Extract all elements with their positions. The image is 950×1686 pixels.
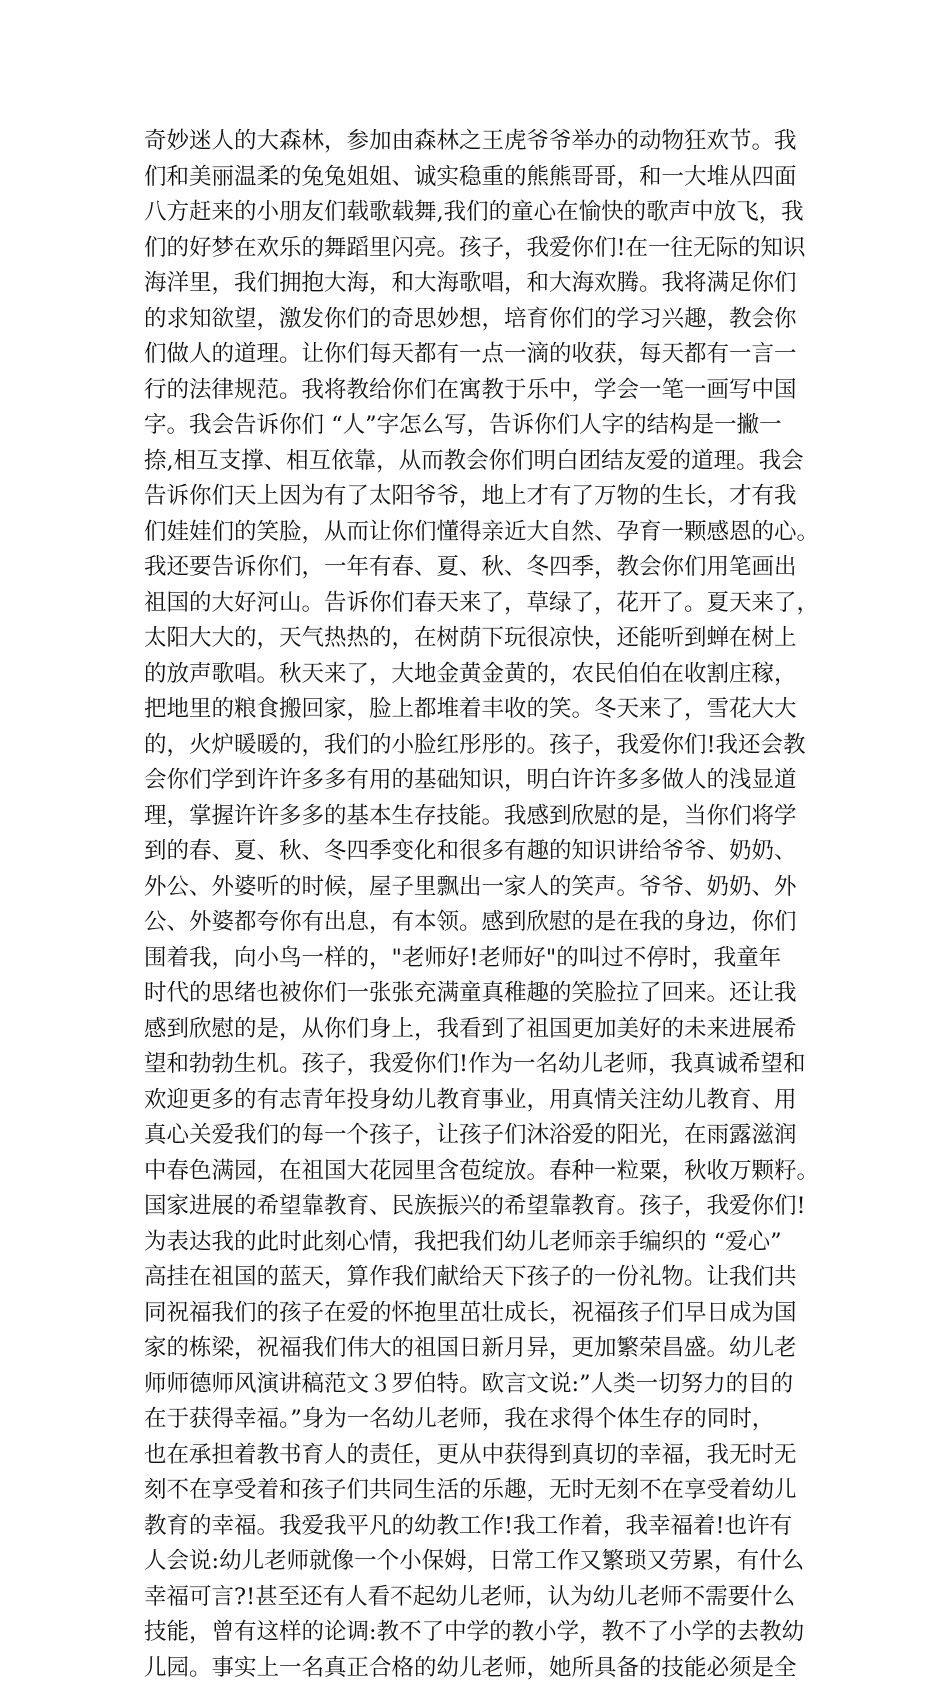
text-line: 望和勃勃生机。孩子，我爱你们!作为一名幼儿老师，我真诚希望和: [144, 1047, 824, 1083]
text-line: 师师德师风演讲稿范文３罗伯特。欧言文说:”人类一切努力的目的: [144, 1367, 824, 1403]
text-line: 行的法律规范。我将教给你们在寓教于乐中，学会一笔一画写中国: [144, 373, 824, 409]
text-line: 为表达我的此时此刻心情，我把我们幼儿老师亲手编织的 “爱心”: [144, 1225, 824, 1261]
text-line: 儿园。事实上一名真正合格的幼儿老师，她所具备的技能必须是全: [144, 1651, 824, 1686]
text-line: 幸福可言?!甚至还有人看不起幼儿老师，认为幼儿老师不需要什么: [144, 1580, 824, 1616]
text-line: 太阳大大的，天气热热的，在树荫下玩很凉快，还能听到蝉在树上: [144, 621, 824, 657]
text-line: 我还要告诉你们，一年有春、夏、秋、冬四季，教会你们用笔画出: [144, 550, 824, 586]
text-line: 国家进展的希望靠教育、民族振兴的希望靠教育。孩子，我爱你们!: [144, 1189, 824, 1225]
text-line: 祖国的大好河山。告诉你们春天来了，草绿了，花开了。夏天来了，: [144, 586, 824, 622]
text-line: 刻不在享受着和孩子们共同生活的乐趣，无时无刻不在享受着幼儿: [144, 1473, 824, 1509]
text-line: 到的春、夏、秋、冬四季变化和很多有趣的知识讲给爷爷、奶奶、: [144, 834, 824, 870]
text-line: 在于获得幸福。”身为一名幼儿老师，我在求得个体生存的同时，: [144, 1402, 824, 1438]
text-line: 的放声歌唱。秋天来了，大地金黄金黄的，农民伯伯在收割庄稼，: [144, 657, 824, 693]
text-line: 家的栋梁，祝福我们伟大的祖国日新月异，更加繁荣昌盛。幼儿老: [144, 1331, 824, 1367]
text-line: 奇妙迷人的大森林，参加由森林之王虎爷爷举办的动物狂欢节。我: [144, 124, 824, 160]
text-line: 公、外婆都夸你有出息，有本领。感到欣慰的是在我的身边，你们: [144, 905, 824, 941]
text-line: 教育的幸福。我爱我平凡的幼教工作!我工作着，我幸福着!也许有: [144, 1509, 824, 1545]
text-line: 真心关爱我们的每一个孩子，让孩子们沐浴爱的阳光，在雨露滋润: [144, 1118, 824, 1154]
text-line: 同祝福我们的孩子在爱的怀抱里茁壮成长，祝福孩子们早日成为国: [144, 1296, 824, 1332]
text-line: 人会说:幼儿老师就像一个小保姆，日常工作又繁琐又劳累，有什么: [144, 1544, 824, 1580]
text-line: 八方赶来的小朋友们载歌载舞,我们的童心在愉快的歌声中放飞，我: [144, 195, 824, 231]
text-line: 海洋里，我们拥抱大海，和大海歌唱，和大海欢腾。我将满足你们: [144, 266, 824, 302]
text-line: 感到欣慰的是，从你们身上，我看到了祖国更加美好的未来进展希: [144, 1012, 824, 1048]
text-line: 们的好梦在欢乐的舞蹈里闪亮。孩子，我爱你们!在一往无际的知识: [144, 231, 824, 267]
text-line: 们做人的道理。让你们每天都有一点一滴的收获，每天都有一言一: [144, 337, 824, 373]
text-line: 高挂在祖国的蓝天，算作我们献给天下孩子的一份礼物。让我们共: [144, 1260, 824, 1296]
text-line: 外公、外婆听的时候，屋子里飘出一家人的笑声。爷爷、奶奶、外: [144, 870, 824, 906]
text-line: 捺,相互支撑、相互依靠，从而教会你们明白团结友爱的道理。我会: [144, 444, 824, 480]
text-line: 们和美丽温柔的兔兔姐姐、诚实稳重的熊熊哥哥，和一大堆从四面: [144, 160, 824, 196]
text-line: 们娃娃们的笑脸，从而让你们懂得亲近大自然、孕育一颗感恩的心。: [144, 515, 824, 551]
text-line: 也在承担着教书育人的责任，更从中获得到真切的幸福，我无时无: [144, 1438, 824, 1474]
text-line: 字。我会告诉你们 “人”字怎么写，告诉你们人字的结构是一撇一: [144, 408, 824, 444]
text-line: 时代的思绪也被你们一张张充满童真稚趣的笑脸拉了回来。还让我: [144, 976, 824, 1012]
text-line: 技能，曾有这样的论调:教不了中学的教小学，教不了小学的去教幼: [144, 1615, 824, 1651]
text-line: 理，掌握许许多多的基本生存技能。我感到欣慰的是，当你们将学: [144, 799, 824, 835]
document-body: [144, 124, 824, 1686]
text-line: 告诉你们天上因为有了太阳爷爷，地上才有了万物的生长，才有我: [144, 479, 824, 515]
text-line: 中春色满园，在祖国大花园里含苞绽放。春种一粒粟，秋收万颗籽。: [144, 1154, 824, 1190]
text-line: 欢迎更多的有志青年投身幼儿教育事业，用真情关注幼儿教育、用: [144, 1083, 824, 1119]
text-line: 把地里的粮食搬回家，脸上都堆着丰收的笑。冬天来了，雪花大大: [144, 692, 824, 728]
text-line: 围着我，向小鸟一样的，"老师好!老师好"的叫过不停时，我童年: [144, 941, 824, 977]
text-line: 会你们学到许许多多有用的基础知识，明白许许多多做人的浅显道: [144, 763, 824, 799]
text-line: 的，火炉暖暖的，我们的小脸红彤彤的。孩子，我爱你们!我还会教: [144, 728, 824, 764]
text-line: 的求知欲望，激发你们的奇思妙想，培育你们的学习兴趣，教会你: [144, 302, 824, 338]
